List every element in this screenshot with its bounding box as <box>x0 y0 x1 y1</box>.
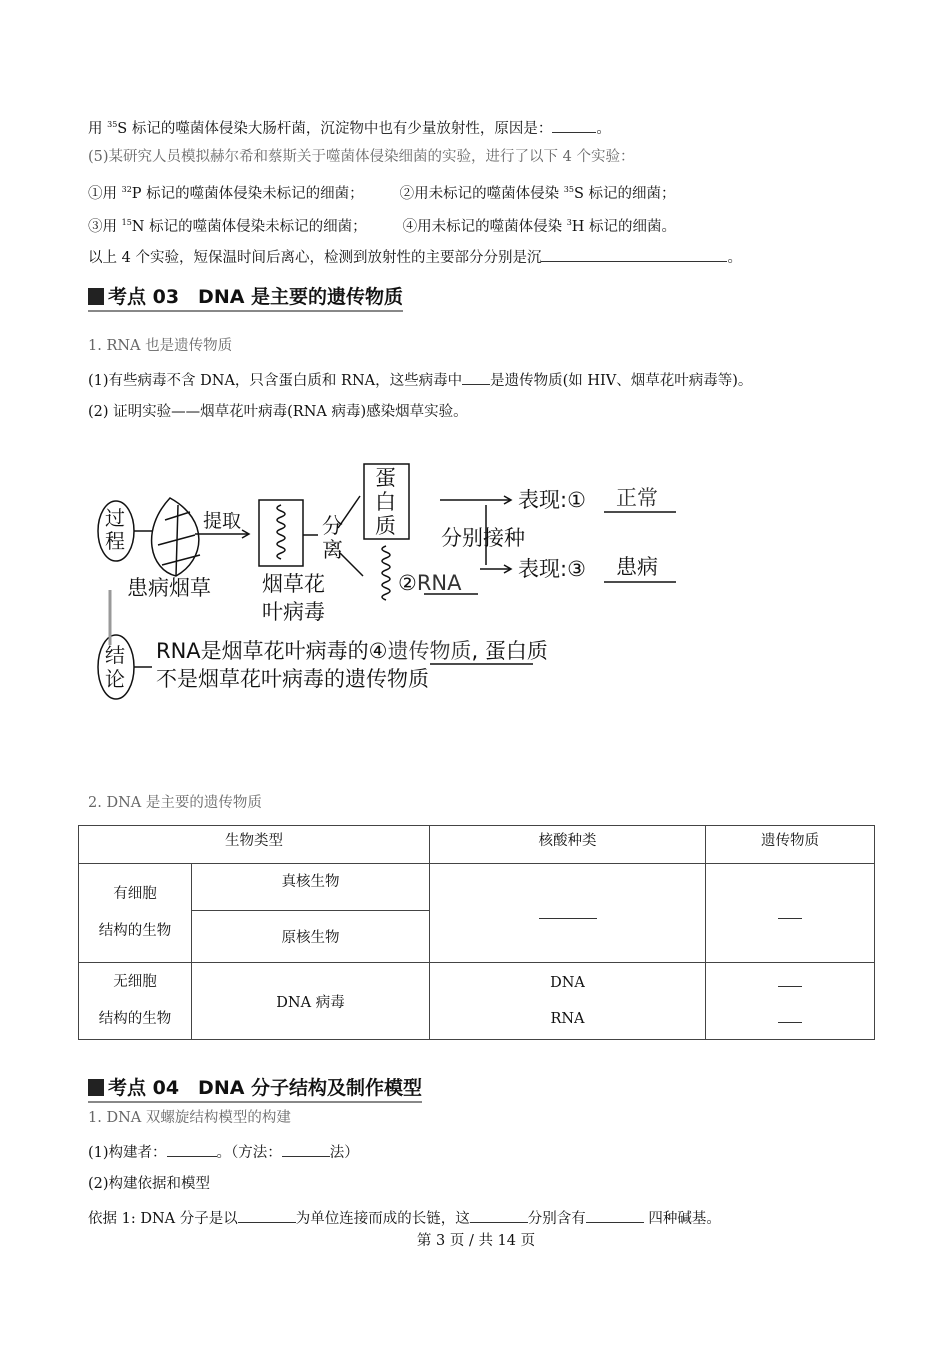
answer-blank[interactable] <box>586 1208 644 1223</box>
table-cell: 真核生物 <box>192 864 430 911</box>
answer-blank[interactable] <box>167 1142 217 1157</box>
sick-tobacco-label: 患病烟草 <box>127 576 211 600</box>
text-line: 依据 1: DNA 分子是以 为单位连接而成的长链，这 分别含有 四种碱基。 <box>88 1208 721 1228</box>
virus-label: 叶病毒 <box>262 600 325 624</box>
header-cell: 核酸种类 <box>430 826 706 864</box>
table-cell: DNA 病毒 <box>192 963 430 1040</box>
text-line: (1)构建者： 。（方法： 法） <box>88 1142 359 1162</box>
separate-label: 离 <box>322 538 343 562</box>
virus-box <box>259 500 303 566</box>
answer-cell[interactable] <box>430 864 706 963</box>
nucleic-acid-table <box>78 825 875 1040</box>
text-line: 用 $^{35}$S 标记的噬菌体侵染大肠杆菌，沉淀物中也有少量放射性，原因是： 。 <box>88 120 611 137</box>
table-cell: DNA RNA <box>430 963 706 1040</box>
answer-blank[interactable] <box>470 1208 528 1223</box>
experiment-3-4: ③用 $^{15}$N 标记的噬菌体侵染未标记的细菌； ④用未标记的噬菌体侵染 $^3$H 标记的细菌。 <box>88 218 677 235</box>
inoculate-label: 分别接种 <box>441 526 525 550</box>
extract-label: 提取 <box>203 510 242 532</box>
separate-label: 分 <box>322 514 343 538</box>
page-footer: 第 3 页 / 共 14 页 <box>416 1233 536 1249</box>
conclusion-line1: RNA是烟草花叶病毒的④遗传物质, 蛋白质 <box>156 639 548 663</box>
answer-cell[interactable] <box>706 864 875 963</box>
rna-coil-icon <box>382 546 390 600</box>
section-heading: 考点 04 DNA 分子结构及制作模型 <box>88 1076 422 1103</box>
answer-cell[interactable] <box>706 963 875 1040</box>
table-cell: 原核生物 <box>192 911 430 963</box>
result3-label: 表现:③ <box>518 557 586 581</box>
table-cell: 无细胞 结构的生物 <box>79 963 192 1040</box>
answer-blank[interactable] <box>238 1208 296 1223</box>
leaf-icon <box>152 498 199 576</box>
protein-label: 蛋 <box>375 466 396 490</box>
process-label: 过程 <box>105 506 125 553</box>
virus-coil-icon <box>277 505 285 559</box>
text-line: (2)构建依据和模型 <box>88 1176 211 1192</box>
subheading: 1. RNA 也是遗传物质 <box>88 338 233 354</box>
square-bullet-icon <box>88 1079 104 1096</box>
text-line: (2) 证明实验——烟草花叶病毒(RNA 病毒)感染烟草实验。 <box>88 404 468 420</box>
header-cell: 生物类型 <box>79 826 430 864</box>
subheading: 2. DNA 是主要的遗传物质 <box>88 795 262 811</box>
conclusion-label: 结论 <box>105 643 125 691</box>
answer-blank[interactable] <box>282 1142 330 1157</box>
result3-answer: 患病 <box>616 555 658 579</box>
experiment-1-2: ①用 $^{32}$P 标记的噬菌体侵染未标记的细菌； ②用未标记的噬菌体侵染 $^{35}$S 标记的细菌； <box>88 185 676 202</box>
section-heading: 考点 03 DNA 是主要的遗传物质 <box>88 285 403 312</box>
rna-label: ②RNA <box>398 571 462 595</box>
protein-label: 白 <box>375 490 396 514</box>
result1-label: 表现:① <box>518 488 586 512</box>
header-cell: 遗传物质 <box>706 826 875 864</box>
result1-answer: 正常 <box>616 486 658 510</box>
table-cell: 有细胞 结构的生物 <box>79 864 192 963</box>
virus-label: 烟草花 <box>262 572 325 596</box>
protein-label: 质 <box>375 514 396 538</box>
text-line: 以上 4 个实验，短保温时间后离心，检测到放射性的主要部分分别是沉 。 <box>88 247 742 267</box>
conclusion-line2: 不是烟草花叶病毒的遗传物质 <box>156 667 429 691</box>
question-5: (5)某研究人员模拟赫尔希和蔡斯关于噬菌体侵染细菌的实验，进行了以下 4 个实验： <box>88 149 635 165</box>
text-line: (1)有些病毒不含 DNA，只含蛋白质和 RNA，这些病毒中 是遗传物质(如 HIV、烟草花叶病毒等)。 <box>88 370 752 390</box>
subheading: 1. DNA 双螺旋结构模型的构建 <box>88 1110 291 1126</box>
